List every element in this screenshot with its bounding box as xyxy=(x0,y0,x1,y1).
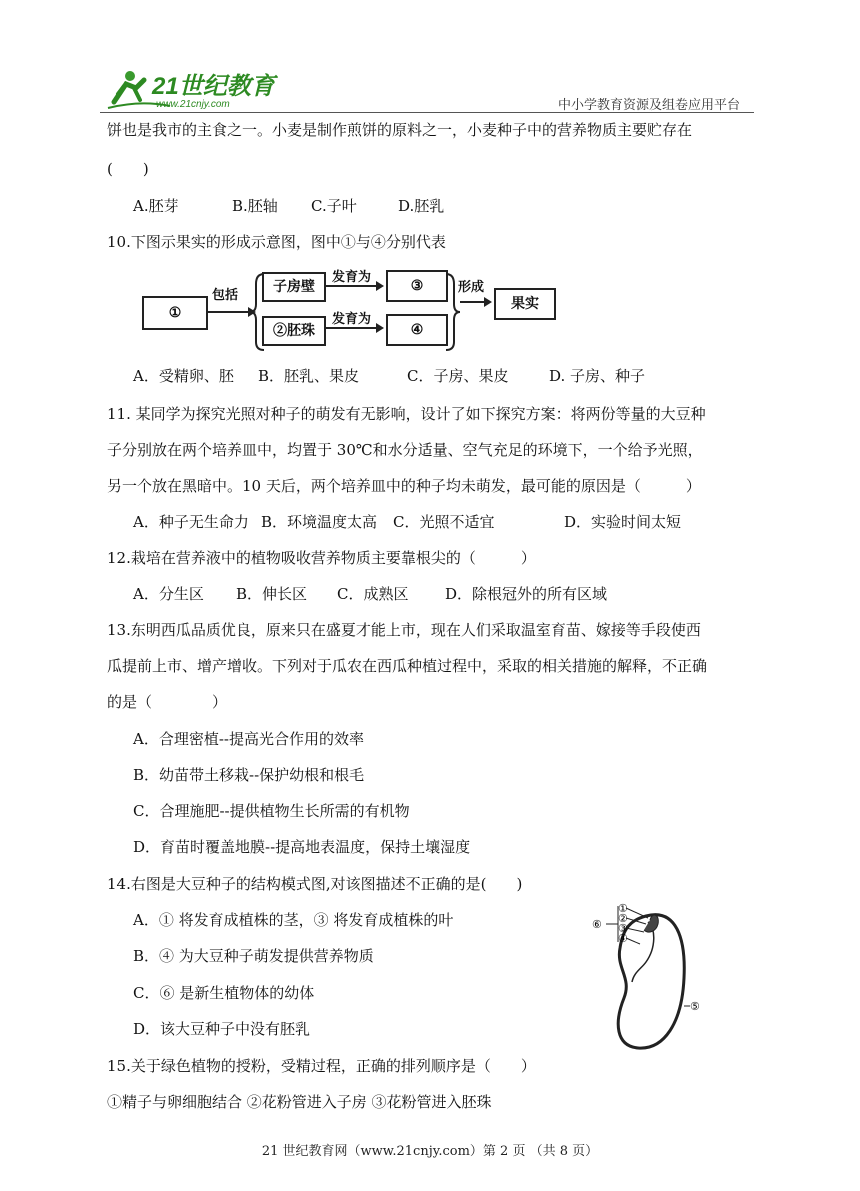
q15-line2: ①精子与卵细胞结合 ②花粉管进入子房 ③花粉管进入胚珠 xyxy=(107,1093,492,1111)
q14-option-c: C．⑥ 是新生植物体的幼体 xyxy=(133,984,315,1002)
q13-option-a: A．合理密植--提高光合作用的效率 xyxy=(133,730,364,748)
logo-url: www.21cnjy.com xyxy=(156,99,230,110)
diagram-develop-label-1: 发育为 xyxy=(332,270,372,285)
q10-option-d: D. 子房、种子 xyxy=(549,367,646,385)
q11-option-b: B．环境温度太高 xyxy=(261,513,378,531)
seed-outline xyxy=(586,898,716,1058)
q12-option-c: C．成熟区 xyxy=(337,585,409,603)
q9-stem-line2: ( ) xyxy=(107,160,149,178)
q14-option-a: A．① 将发育成植株的茎，③ 将发育成植株的叶 xyxy=(133,911,454,929)
header-platform-text: 中小学教育资源及组卷应用平台 xyxy=(557,98,740,113)
q13-line3: 的是（ ） xyxy=(107,693,228,711)
q13-option-c: C．合理施肥--提供植物生长所需的有机物 xyxy=(133,802,410,820)
q10-option-b: B．胚乳、果皮 xyxy=(258,367,360,385)
q13-option-d: D．育苗时覆盖地膜--提高地表温度，保持土壤湿度 xyxy=(133,838,471,856)
q11-line3: 另一个放在黑暗中。10 天后，两个培养皿中的种子均未萌发，最可能的原因是（ ） xyxy=(107,477,701,495)
diagram-fruit: 果实 xyxy=(494,288,556,320)
soybean-seed-figure xyxy=(586,898,716,1058)
q9-option-a: A.胚芽 xyxy=(133,197,179,215)
diagram-box-4: ④ xyxy=(386,314,448,346)
fruit-formation-diagram xyxy=(140,262,560,354)
diagram-form-label: 形成 xyxy=(458,280,485,295)
site-logo xyxy=(100,62,280,112)
seed-label-3: ③ xyxy=(618,922,628,935)
q12-option-d: D．除根冠外的所有区域 xyxy=(445,585,608,603)
q13-option-b: B．幼苗带土移栽--保护幼根和根毛 xyxy=(133,766,365,784)
q11-line1: 11. 某同学为探究光照对种子的萌发有无影响，设计了如下探究方案：将两份等量的大豆种 xyxy=(107,405,706,423)
q11-option-c: C．光照不适宜 xyxy=(393,513,495,531)
q12-option-a: A．分生区 xyxy=(133,585,204,603)
q13-line1: 13.东明西瓜品质优良，原来只在盛夏才能上市，现在人们采取温室育苗、嫁接等手段使西 xyxy=(107,621,701,639)
seed-label-4: ④ xyxy=(618,932,628,945)
q10-option-a: A．受精卵、胚 xyxy=(133,367,234,385)
q14-stem: 14.右图是大豆种子的结构模式图,对该图描述不正确的是( ) xyxy=(107,875,523,893)
q9-option-b: B.胚轴 xyxy=(232,197,278,215)
q12-stem: 12.栽培在营养液中的植物吸收营养物质主要靠根尖的（ ） xyxy=(107,549,536,567)
q12-option-b: B．伸长区 xyxy=(236,585,308,603)
diagram-box-3: ③ xyxy=(386,270,448,302)
q14-option-b: B．④ 为大豆种子萌发提供营养物质 xyxy=(133,947,374,965)
q11-option-d: D．实验时间太短 xyxy=(564,513,682,531)
q9-stem-line1: 饼也是我市的主食之一。小麦是制作煎饼的原料之一，小麦种子中的营养物质主要贮存在 xyxy=(107,121,693,139)
seed-label-5: ⑤ xyxy=(690,1000,700,1013)
diagram-include-label: 包括 xyxy=(212,288,239,303)
seed-label-2: ② xyxy=(618,912,628,925)
q10-stem: 10.下图示果实的形成示意图，图中①与④分别代表 xyxy=(107,233,446,251)
seed-label-1: ① xyxy=(618,902,628,915)
q14-option-d: D．该大豆种子中没有胚乳 xyxy=(133,1020,311,1038)
q11-line2: 子分别放在两个培养皿中，均置于 30℃和水分适量、空气充足的环境下，一个给予光照， xyxy=(107,441,703,459)
q9-option-c: C.子叶 xyxy=(311,197,357,215)
q9-option-d: D.胚乳 xyxy=(398,197,445,215)
page-footer: 21 世纪教育网（www.21cnjy.com）第 2 页 （共 8 页） xyxy=(261,1144,599,1159)
q10-option-c: C．子房、果皮 xyxy=(407,367,509,385)
diagram-ovary-wall: 子房壁 xyxy=(262,272,326,302)
diagram-develop-label-2: 发育为 xyxy=(332,312,372,327)
q15-stem: 15.关于绿色植物的授粉，受精过程，正确的排列顺序是（ ） xyxy=(107,1057,536,1075)
diagram-ovule: ②胚珠 xyxy=(262,316,326,346)
seed-label-6: ⑥ xyxy=(592,918,602,931)
header-divider xyxy=(100,112,754,113)
q13-line2: 瓜提前上市、增产增收。下列对于瓜农在西瓜种植过程中，采取的相关措施的解释，不正确 xyxy=(107,657,708,675)
q11-option-a: A．种子无生命力 xyxy=(133,513,249,531)
diagram-box-1: ① xyxy=(142,296,208,330)
logo-text: 21世纪教育 xyxy=(152,73,275,100)
